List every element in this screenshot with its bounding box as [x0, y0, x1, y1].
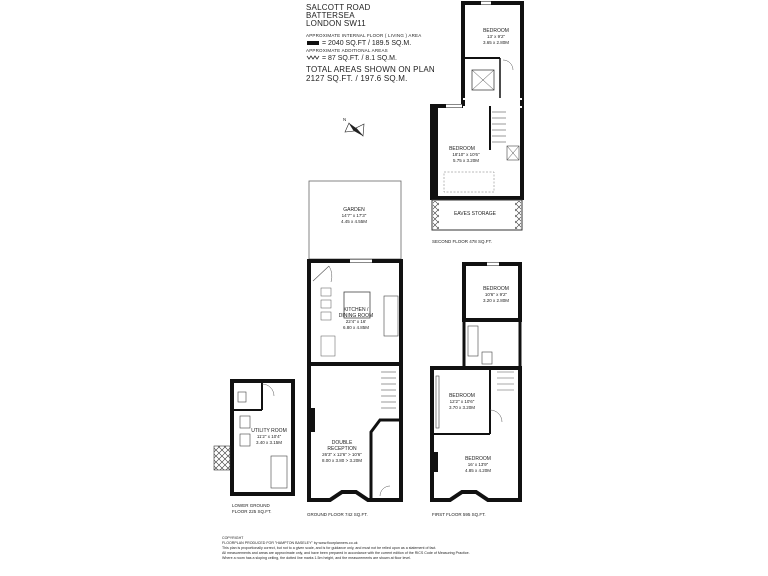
- copyright-disclaimer-1: This plan is proportionally correct, but not to a given scale, and is for guidance only, and must not be relied upon as a statement of fact.: [222, 546, 437, 550]
- total-areas-line-1: TOTAL AREAS SHOWN ON PLAN: [306, 65, 435, 74]
- bedroom-1f-rear-metric: 3.20 x 2.80M: [482, 298, 510, 303]
- bedroom-1f-front-name: BEDROOM: [465, 456, 491, 462]
- utility-room-metric: 3.40 x 3.15M: [255, 440, 283, 445]
- address-line-2: BATTERSEA: [306, 11, 355, 20]
- lower-ground-caption-2: FLOOR 225 SQ.FT.: [232, 509, 272, 514]
- bedroom-2f-large-name: BEDROOM: [449, 146, 475, 152]
- ground-floor-caption: GROUND FLOOR 742 SQ.FT.: [307, 512, 368, 517]
- total-areas-line-2: 2127 SQ.FT. / 197.6 SQ.M.: [306, 74, 408, 83]
- compass-north-label: N: [343, 117, 347, 122]
- reception-metric: 8.00 x 3.80 > 3.20M: [322, 458, 362, 463]
- address-line-3: LONDON SW11: [306, 19, 366, 28]
- compass-icon: [345, 123, 364, 136]
- copyright-producer: FLOORPLAN PRODUCED FOR "HAMPTON BASELEY" by www.floorplanners.co.uk: [222, 541, 358, 545]
- address-line-1: SALCOTT ROAD: [306, 3, 371, 12]
- eaves-storage-label: EAVES STORAGE: [453, 211, 497, 217]
- bedroom-2f-large-metric: 5.75 x 3.20M: [452, 158, 480, 163]
- bedroom-2f-large-imperial: 18'10" x 10'6": [452, 152, 480, 157]
- second-floor-plan: [432, 3, 522, 230]
- kitchen-imperial: 22'4" x 16': [345, 319, 367, 324]
- garden-name: GARDEN: [343, 207, 365, 213]
- bedroom-2f-small-name: BEDROOM: [483, 28, 509, 34]
- first-floor-caption: FIRST FLOOR 595 SQ.FT.: [432, 512, 486, 517]
- kitchen-name-2: DINING ROOM: [338, 313, 374, 319]
- additional-area-swatch: [307, 56, 319, 59]
- reception-name-1: DOUBLE: [331, 440, 353, 446]
- kitchen-metric: 6.80 x 4.85M: [342, 325, 370, 330]
- bedroom-1f-front-imperial: 16' x 13'9": [467, 462, 489, 467]
- additional-area-label: APPROXIMATE ADDITIONAL AREAS: [306, 48, 388, 53]
- internal-area-value: = 2040 SQ.FT / 189.5 SQ.M.: [322, 40, 412, 47]
- bedroom-2f-small-imperial: 13' x 9'2": [486, 34, 506, 39]
- bedroom-1f-front-metric: 4.85 x 4.20M: [464, 468, 492, 473]
- internal-area-label: APPROXIMATE INTERNAL FLOOR ( LIVING ) AREA: [306, 33, 422, 38]
- copyright-disclaimer-2: All measurements and areas are approximate only, and have been prepared in accordance with the current edition of the RICS Code of Measuring Practice.: [222, 551, 470, 555]
- bedroom-1f-mid-name: BEDROOM: [449, 393, 475, 399]
- internal-area-swatch: [307, 41, 319, 45]
- bedroom-2f-small-metric: 3.65 x 2.80M: [482, 40, 510, 45]
- bedroom-1f-mid-metric: 3.70 x 3.20M: [448, 405, 476, 410]
- lower-ground-caption-1: LOWER GROUND: [232, 503, 270, 508]
- second-floor-caption: SECOND FLOOR 478 SQ.FT.: [432, 239, 493, 244]
- copyright-heading: COPYRIGHT: [222, 536, 244, 540]
- bedroom-1f-mid-imperial: 12'2" x 10'6": [449, 399, 475, 404]
- garden-imperial: 14'7" x 17'3": [341, 213, 367, 218]
- kitchen-name-1: KITCHEN /: [343, 307, 369, 313]
- reception-name-2: RECEPTION: [327, 446, 357, 452]
- additional-area-value: = 87 SQ.FT. / 8.1 SQ.M.: [322, 55, 397, 62]
- bedroom-1f-rear-imperial: 10'6" x 9'2": [484, 292, 508, 297]
- utility-room-imperial: 11'2" x 10'4": [256, 434, 282, 439]
- garden-metric: 4.45 x 4.55M: [340, 219, 368, 224]
- copyright-disclaimer-3: Where a room has a sloping ceiling, the dotted line marks 1.5m height, and the measurements are shown at floor level.: [222, 556, 411, 560]
- reception-imperial: 26'3" x 12'6" > 10'6": [322, 452, 362, 457]
- bedroom-1f-rear-name: BEDROOM: [483, 286, 509, 292]
- utility-room-name: UTILITY ROOM: [251, 428, 287, 434]
